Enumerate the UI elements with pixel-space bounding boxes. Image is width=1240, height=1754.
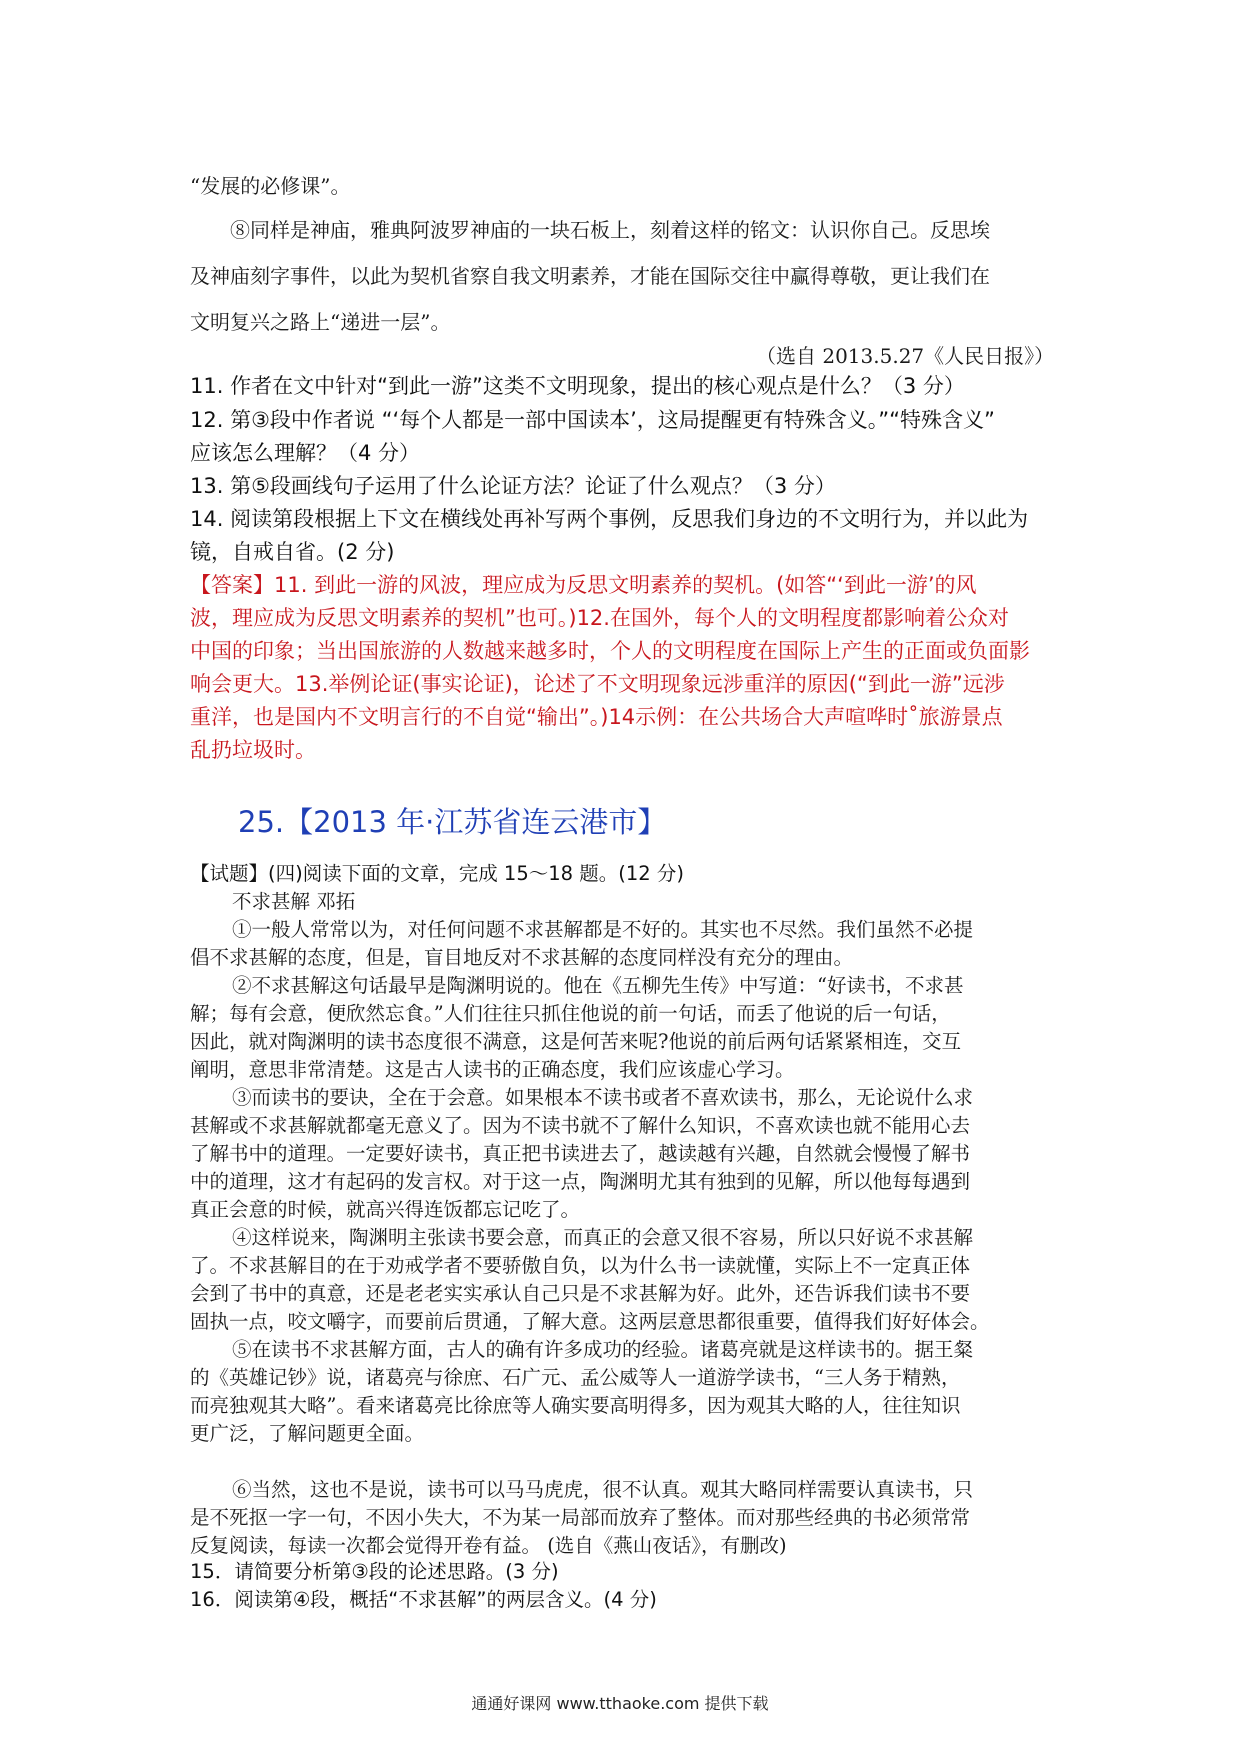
answer-line: 响会更大。13.举例论证(事实论证)，论述了不文明现象远涉重洋的原因(“到此一游”远涉	[190, 672, 1005, 696]
paragraph-line: 更广泛，了解问题更全面。	[190, 1422, 425, 1445]
answer-line: 重洋，也是国内不文明言行的不自觉“输出”。)14示例：在公共场合大声喧哗时˚旅游景点	[190, 705, 1003, 729]
article-title-author: 不求甚解 邓拓	[232, 890, 356, 913]
paragraph-line: 中的道理，这才有起码的发言权。对于这一点，陶渊明尤其有独到的见解，所以他每每遇到	[190, 1170, 971, 1193]
question-line: 12. 第③段中作者说 “‘每个人都是一部中国读本’，这局提醒更有特殊含义。”“特殊含义”	[190, 408, 995, 432]
paragraph-line: ②不求甚解这句话最早是陶渊明说的。他在《五柳先生传》中写道：“好读书，不求甚	[232, 974, 964, 997]
question-line: 镜，自戒自省。(2 分)	[190, 540, 395, 564]
paragraph-line: ④这样说来，陶渊明主张读书要会意，而真正的会意又很不容易，所以只好说不求甚解	[232, 1226, 974, 1249]
section-heading: 25.【2013 年·江苏省连云港市】	[238, 805, 667, 839]
paragraph-line: 解；每有会意，便欣然忘食。”人们往往只抓住他说的前一句话，而丢了他说的后一句话，	[190, 1002, 951, 1025]
paragraph-line: 文明复兴之路上“递进一层”。	[190, 310, 451, 334]
article-source: （选自 2013.5.27《人民日报》）	[756, 344, 1055, 368]
question-line: 13. 第⑤段画线句子运用了什么论证方法？论证了什么观点？（3 分）	[190, 474, 836, 498]
paragraph-line: 的《英雄记钞》说，诸葛亮与徐庶、石广元、孟公威等人一道游学读书，“三人务于精熟，	[190, 1366, 961, 1389]
paragraph-line: ①一般人常常以为，对任何问题不求甚解都是不好的。其实也不尽然。我们虽然不必提	[232, 918, 974, 941]
question-line: 16．阅读第④段，概括“不求甚解”的两层含义。(4 分)	[190, 1588, 657, 1611]
paragraph-line: 反复阅读，每读一次都会觉得开卷有益。 (选自《燕山夜话》，有删改)	[190, 1534, 787, 1557]
question-line: 应该怎么理解？（4 分）	[190, 441, 421, 465]
paragraph-line: ⑥当然，这也不是说，读书可以马马虎虎，很不认真。观其大略同样需要认真读书，只	[232, 1478, 974, 1501]
answer-line: 【答案】11. 到此一游的风波，理应成为反思文明素养的契机。(如答“‘到此一游’的风	[190, 573, 977, 597]
page-footer: 通通好课网 www.tthaoke.com 提供下载	[471, 1694, 769, 1713]
paragraph-line: 而亮独观其大略”。看来诸葛亮比徐庶等人确实要高明得多，因为观其大略的人，往往知识	[190, 1394, 961, 1417]
paragraph-line: 固执一点，咬文嚼字，而要前后贯通，了解大意。这两层意思都很重要，值得我们好好体会。	[190, 1310, 990, 1333]
paragraph-line: 及神庙刻字事件，以此为契机省察自我文明素养，才能在国际交往中赢得尊敬，更让我们在	[190, 264, 990, 288]
paragraph-line: ③而读书的要诀，全在于会意。如果根本不读书或者不喜欢读书，那么，无论说什么求	[232, 1086, 974, 1109]
question-intro: 【试题】(四)阅读下面的文章，完成 15～18 题。(12 分)	[190, 862, 684, 885]
answer-line: 乱扔垃圾时。	[190, 738, 316, 762]
paragraph-line: 阐明，意思非常清楚。这是古人读书的正确态度，我们应该虚心学习。	[190, 1058, 795, 1081]
answer-line: 波，理应成为反思文明素养的契机”也可。)12.在国外，每个人的文明程度都影响着公众对	[190, 606, 1009, 630]
paragraph-line: 是不死抠一字一句，不因小失大，不为某一局部而放弃了整体。而对那些经典的书必须常常	[190, 1506, 971, 1529]
paragraph-line: 会到了书中的真意，还是老老实实承认自己只是不求甚解为好。此外，还告诉我们读书不要	[190, 1282, 971, 1305]
paragraph-line: 倡不求甚解的态度，但是，盲目地反对不求甚解的态度同样没有充分的理由。	[190, 946, 854, 969]
paragraph-line: 了解书中的道理。一定要好读书，真正把书读进去了，越读越有兴趣，自然就会慢慢了解书	[190, 1142, 971, 1165]
question-line: 14. 阅读第段根据上下文在横线处再补写两个事例，反思我们身边的不文明行为，并以此为	[190, 507, 1029, 531]
answer-line: 中国的印象；当出国旅游的人数越来越多时，个人的文明程度在国际上产生的正面或负面影	[190, 639, 1030, 663]
question-line: 15．请简要分析第③段的论述思路。(3 分)	[190, 1560, 559, 1583]
paragraph-line: ⑧同样是神庙，雅典阿波罗神庙的一块石板上，刻着这样的铭文：认识你自己。反思埃	[230, 218, 990, 242]
paragraph-line: 真正会意的时候，就高兴得连饭都忘记吃了。	[190, 1198, 581, 1221]
paragraph-line: 甚解或不求甚解就都毫无意义了。因为不读书就不了解什么知识，不喜欢读也就不能用心去	[190, 1114, 971, 1137]
question-line: 11. 作者在文中针对“到此一游”这类不文明现象，提出的核心观点是什么？（3 分）	[190, 374, 965, 398]
paragraph-line: 因此，就对陶渊明的读书态度很不满意，这是何苦来呢?他说的前后两句话紧紧相连，交互	[190, 1030, 961, 1053]
paragraph-line: ⑤在读书不求甚解方面，古人的确有许多成功的经验。诸葛亮就是这样读书的。据王粲	[232, 1338, 974, 1361]
paragraph-line: 了。不求甚解目的在于劝戒学者不要骄傲自负，以为什么书一读就懂，实际上不一定真正体	[190, 1254, 971, 1277]
paragraph-line: “发展的必修课”。	[190, 174, 351, 198]
